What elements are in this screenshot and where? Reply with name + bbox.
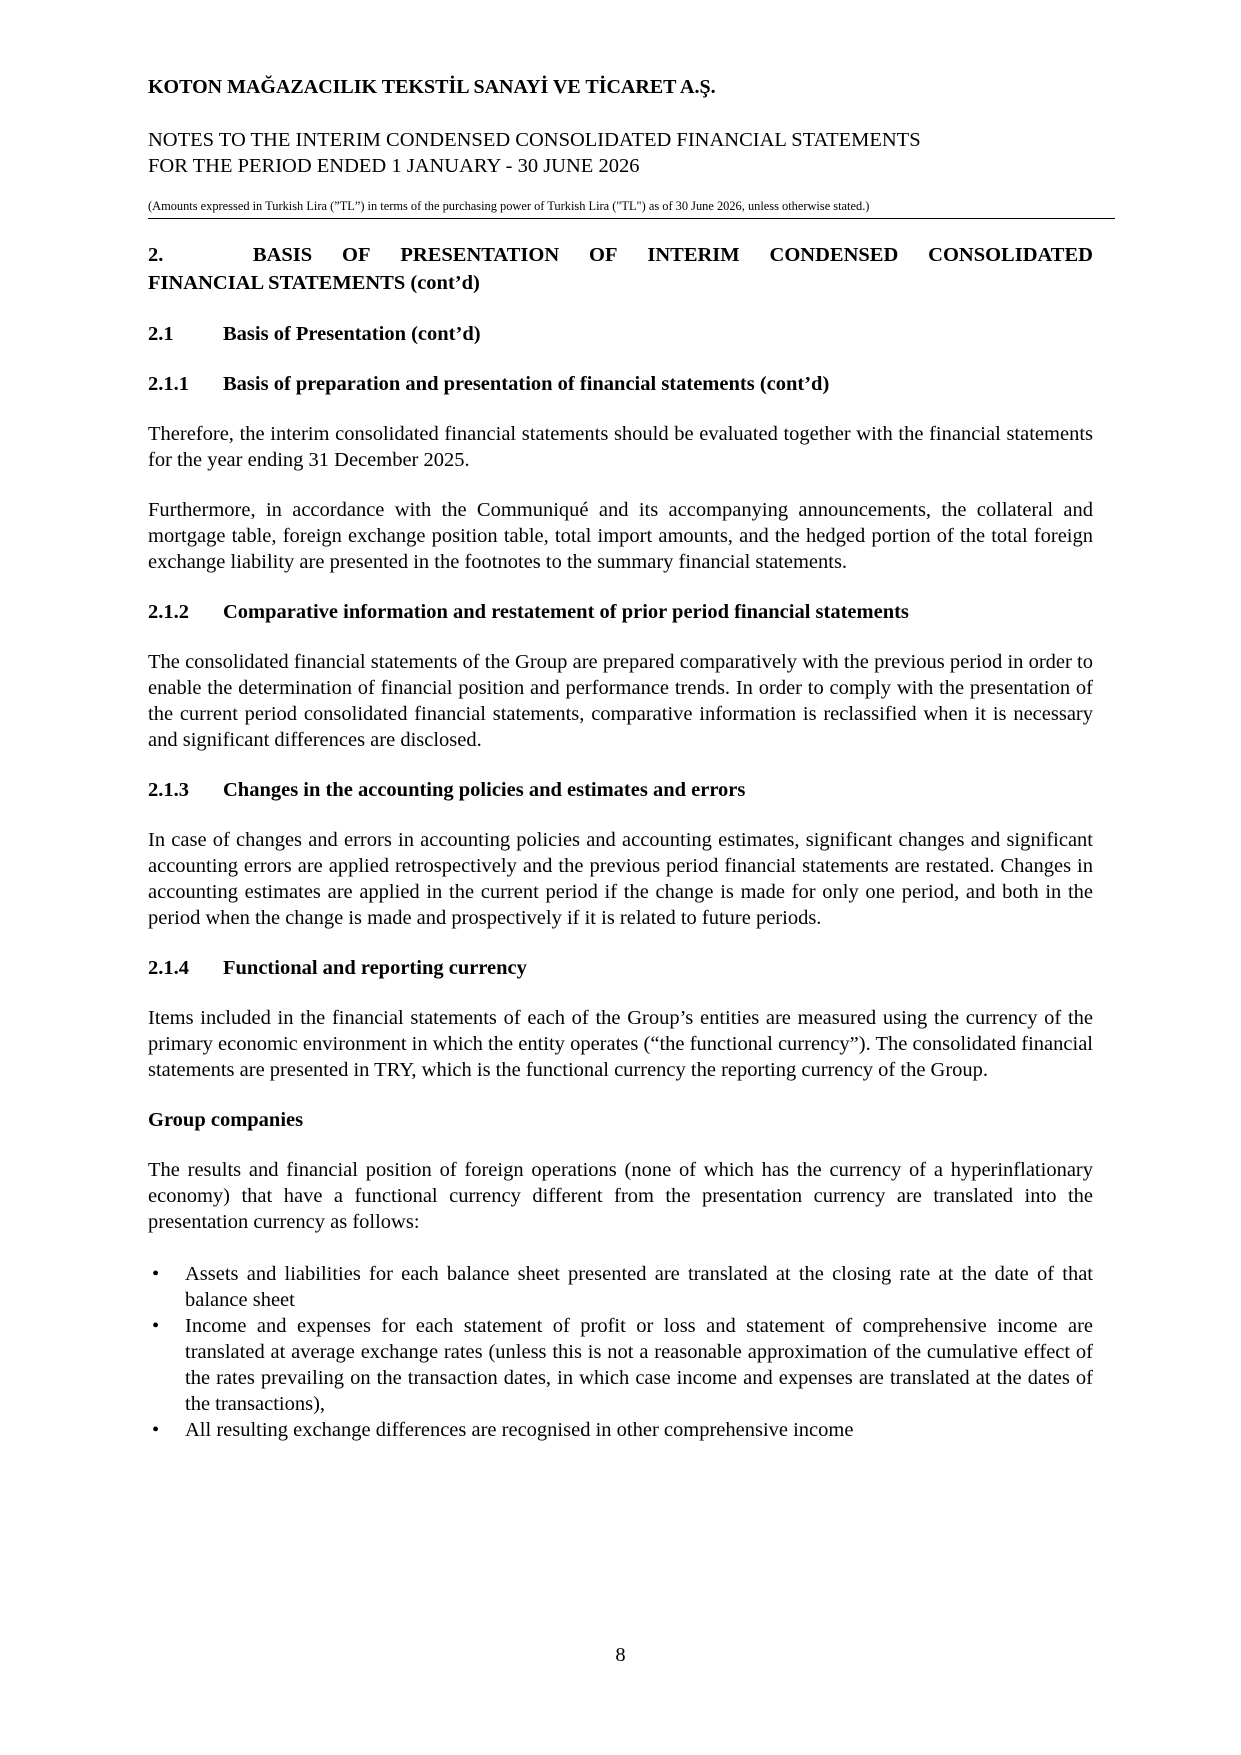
- subtitle-line-2: FOR THE PERIOD ENDED 1 JANUARY - 30 JUNE 2026: [148, 155, 640, 177]
- paragraph-group-companies: The results and financial position of foreign operations (none of which has the currency of a hyperinflationary economy) that have a functional currency different from the presentation currency are translated into the presentation currency as follows:: [148, 1159, 1093, 1233]
- heading-number: 2.1.2: [148, 601, 189, 623]
- section-title-word: OF: [589, 244, 618, 266]
- section-heading: [148, 241, 1093, 297]
- page-content: [148, 241, 1093, 1443]
- section-title-word: INTERIM: [647, 244, 740, 266]
- list-item-text: Income and expenses for each statement of profit or loss and statement of comprehensive income are translated at average exchange rates (unless this is not a reasonable approximation of the cumulative effect of the rates prevailing on the transaction dates, in which case income and expenses are translated at the dates of the transactions),: [185, 1315, 1093, 1415]
- heading-2-1-2: [148, 599, 1093, 625]
- heading-group-companies: Group companies: [148, 1109, 304, 1131]
- bullet-icon: •: [152, 1419, 160, 1441]
- list-item-text: Assets and liabilities for each balance sheet presented are translated at the closing rate at the date of that balance sheet: [185, 1263, 1093, 1311]
- heading-2-1: [148, 321, 1093, 347]
- heading-number: 2.1: [148, 323, 174, 345]
- section-heading-line-1: [148, 241, 1093, 269]
- heading-2-1-3: [148, 777, 1093, 803]
- page-number: 8: [615, 1644, 626, 1666]
- list-item: [148, 1313, 1093, 1417]
- section-title-word: CONSOLIDATED: [928, 244, 1093, 266]
- section-title-word: BASIS: [252, 244, 313, 266]
- list-item-text: All resulting exchange differences are recognised in other comprehensive income: [185, 1419, 854, 1441]
- paragraph-communique: Furthermore, in accordance with the Communiqué and its accompanying announcements, the collateral and mortgage table, foreign exchange position table, total import amounts, and the hedged portion of the total foreign exchange liability are presented in the footnotes to the summary financial statements.: [148, 499, 1093, 573]
- bullet-icon: •: [152, 1263, 160, 1285]
- paragraph-accounting-changes: In case of changes and errors in accounting policies and accounting estimates, significant changes and significant accounting errors are applied retrospectively and the previous period financial statements are restated. Changes in accounting estimates are applied in the current period if the change is made for only one period, and both in the period when the change is made and prospectively if it is related to future periods.: [148, 829, 1093, 929]
- bullet-icon: •: [152, 1315, 160, 1337]
- heading-number: 2.1.3: [148, 779, 189, 801]
- translation-bullet-list: [148, 1261, 1093, 1443]
- section-title-word: OF: [342, 244, 371, 266]
- list-item: [148, 1261, 1093, 1313]
- paragraph-comparative: The consolidated financial statements of the Group are prepared comparatively with the previous period in order to enable the determination of financial position and performance trends. In order to comply with the presentation of the current period consolidated financial statements, comparative information is reclassified when it is necessary and significant differences are disclosed.: [148, 651, 1093, 751]
- heading-2-1-4: [148, 955, 1093, 981]
- heading-title: Changes in the accounting policies and estimates and errors: [223, 779, 746, 801]
- report-subtitle: [148, 127, 921, 179]
- header-divider: [148, 218, 1115, 219]
- paragraph-functional-currency: Items included in the financial statements of each of the Group’s entities are measured using the currency of the primary economic environment in which the entity operates (“the functional currency”). The consolidated financial statements are presented in TRY, which is the functional currency the reporting currency of the Group.: [148, 1007, 1093, 1081]
- section-heading-line-2: FINANCIAL STATEMENTS (cont’d): [148, 272, 480, 294]
- section-number: 2.: [148, 244, 164, 266]
- heading-number: 2.1.4: [148, 957, 189, 979]
- company-name: KOTON MAĞAZACILIK TEKSTİL SANAYİ VE TİCARET A.Ş.: [148, 76, 716, 98]
- list-item: [148, 1417, 1093, 1443]
- heading-title: Basis of preparation and presentation of financial statements (cont’d): [223, 373, 830, 395]
- heading-title: Comparative information and restatement of prior period financial statements: [223, 601, 909, 623]
- document-page: [148, 0, 1093, 1755]
- heading-title: Functional and reporting currency: [223, 957, 527, 979]
- heading-number: 2.1.1: [148, 373, 189, 395]
- heading-2-1-1: [148, 371, 1093, 397]
- amounts-note: (Amounts expressed in Turkish Lira (”TL”) in terms of the purchasing power of Turkish Lira ("TL") as of 30 June 2026, unless otherwise stated.): [148, 199, 870, 213]
- section-title-word: CONDENSED: [769, 244, 899, 266]
- heading-title: Basis of Presentation (cont’d): [223, 323, 481, 345]
- paragraph-evaluation: Therefore, the interim consolidated financial statements should be evaluated together with the financial statements for the year ending 31 December 2025.: [148, 423, 1093, 471]
- subtitle-line-1: NOTES TO THE INTERIM CONDENSED CONSOLIDATED FINANCIAL STATEMENTS: [148, 129, 921, 151]
- section-title-word: PRESENTATION: [400, 244, 560, 266]
